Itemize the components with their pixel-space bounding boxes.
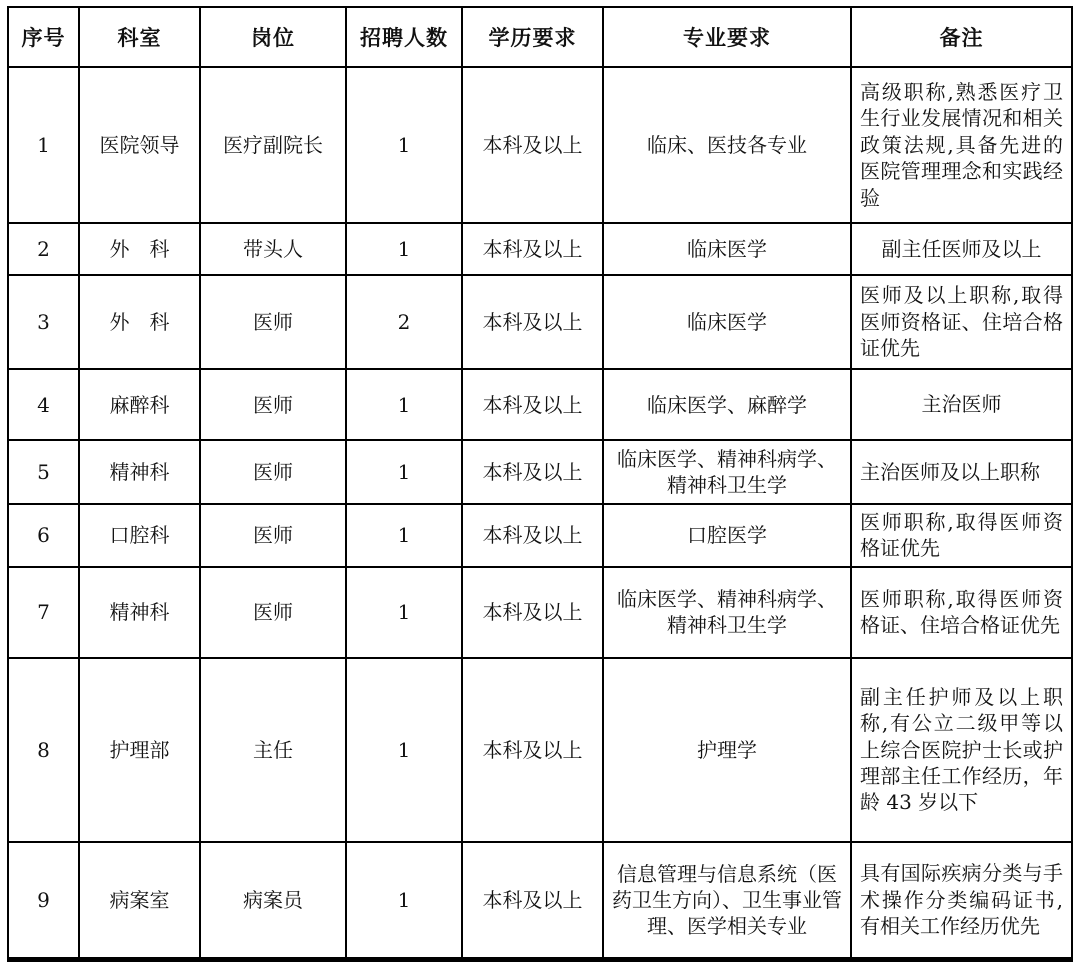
cell-dept: 精神科 bbox=[79, 440, 200, 504]
cell-post: 医疗副院长 bbox=[200, 67, 346, 223]
cell-note: 主治医师及以上职称 bbox=[851, 440, 1072, 504]
cell-note: 主治医师 bbox=[851, 369, 1072, 440]
cell-count: 1 bbox=[346, 67, 462, 223]
cell-no: 4 bbox=[8, 369, 79, 440]
cell-dept: 病案室 bbox=[79, 842, 200, 960]
cell-major: 临床医学、麻醉学 bbox=[603, 369, 851, 440]
cell-edu: 本科及以上 bbox=[462, 658, 603, 842]
cell-post: 医师 bbox=[200, 440, 346, 504]
cell-edu: 本科及以上 bbox=[462, 369, 603, 440]
cell-dept: 麻醉科 bbox=[79, 369, 200, 440]
cell-edu: 本科及以上 bbox=[462, 504, 603, 567]
cell-post: 医师 bbox=[200, 369, 346, 440]
cell-post: 带头人 bbox=[200, 223, 346, 275]
table-row bbox=[8, 504, 1072, 567]
header-row bbox=[8, 7, 1072, 67]
cell-no: 1 bbox=[8, 67, 79, 223]
recruitment-table bbox=[7, 6, 1073, 962]
cell-count: 1 bbox=[346, 223, 462, 275]
column-header-edu: 学历要求 bbox=[462, 7, 603, 67]
cell-major: 信息管理与信息系统（医药卫生方向）、卫生事业管理、医学相关专业 bbox=[603, 842, 851, 960]
cell-note: 医师职称,取得医师资格证、住培合格证优先 bbox=[851, 567, 1072, 658]
cell-edu: 本科及以上 bbox=[462, 842, 603, 960]
cell-note: 高级职称,熟悉医疗卫生行业发展情况和相关政策法规,具备先进的医院管理理念和实践经验 bbox=[851, 67, 1072, 223]
cell-no: 7 bbox=[8, 567, 79, 658]
cell-no: 9 bbox=[8, 842, 79, 960]
cell-major: 临床医学 bbox=[603, 275, 851, 369]
cell-major: 临床医学 bbox=[603, 223, 851, 275]
cell-count: 1 bbox=[346, 567, 462, 658]
cell-edu: 本科及以上 bbox=[462, 223, 603, 275]
column-header-no: 序号 bbox=[8, 7, 79, 67]
cell-no: 5 bbox=[8, 440, 79, 504]
cell-dept: 外 科 bbox=[79, 223, 200, 275]
table-row bbox=[8, 67, 1072, 223]
table-row bbox=[8, 567, 1072, 658]
cell-count: 1 bbox=[346, 658, 462, 842]
cell-note: 医师及以上职称,取得医师资格证、住培合格证优先 bbox=[851, 275, 1072, 369]
cell-edu: 本科及以上 bbox=[462, 440, 603, 504]
cell-post: 医师 bbox=[200, 504, 346, 567]
cell-count: 2 bbox=[346, 275, 462, 369]
table-row bbox=[8, 440, 1072, 504]
cell-no: 6 bbox=[8, 504, 79, 567]
cell-note: 医师职称,取得医师资格证优先 bbox=[851, 504, 1072, 567]
table-row bbox=[8, 369, 1072, 440]
table-row bbox=[8, 842, 1072, 960]
cell-note: 具有国际疾病分类与手术操作分类编码证书,有相关工作经历优先 bbox=[851, 842, 1072, 960]
cell-count: 1 bbox=[346, 369, 462, 440]
cell-major: 临床、医技各专业 bbox=[603, 67, 851, 223]
cell-post: 病案员 bbox=[200, 842, 346, 960]
cell-dept: 医院领导 bbox=[79, 67, 200, 223]
column-header-dept: 科室 bbox=[79, 7, 200, 67]
cell-post: 医师 bbox=[200, 275, 346, 369]
cell-count: 1 bbox=[346, 504, 462, 567]
cell-dept: 外 科 bbox=[79, 275, 200, 369]
cell-no: 2 bbox=[8, 223, 79, 275]
table-row bbox=[8, 658, 1072, 842]
cell-major: 口腔医学 bbox=[603, 504, 851, 567]
cell-post: 医师 bbox=[200, 567, 346, 658]
column-header-major: 专业要求 bbox=[603, 7, 851, 67]
cell-major: 临床医学、精神科病学、精神科卫生学 bbox=[603, 567, 851, 658]
cell-dept: 精神科 bbox=[79, 567, 200, 658]
cell-count: 1 bbox=[346, 440, 462, 504]
column-header-note: 备注 bbox=[851, 7, 1072, 67]
cell-major: 临床医学、精神科病学、精神科卫生学 bbox=[603, 440, 851, 504]
cell-post: 主任 bbox=[200, 658, 346, 842]
column-header-post: 岗位 bbox=[200, 7, 346, 67]
cell-note: 副主任医师及以上 bbox=[851, 223, 1072, 275]
table-row bbox=[8, 275, 1072, 369]
cell-edu: 本科及以上 bbox=[462, 67, 603, 223]
cell-major: 护理学 bbox=[603, 658, 851, 842]
cell-dept: 护理部 bbox=[79, 658, 200, 842]
cell-no: 3 bbox=[8, 275, 79, 369]
cell-edu: 本科及以上 bbox=[462, 275, 603, 369]
table-row bbox=[8, 223, 1072, 275]
cell-note: 副主任护师及以上职称,有公立二级甲等以上综合医院护士长或护理部主任工作经历，年龄 43 岁以下 bbox=[851, 658, 1072, 842]
cell-dept: 口腔科 bbox=[79, 504, 200, 567]
cell-edu: 本科及以上 bbox=[462, 567, 603, 658]
column-header-count: 招聘人数 bbox=[346, 7, 462, 67]
cell-count: 1 bbox=[346, 842, 462, 960]
cell-no: 8 bbox=[8, 658, 79, 842]
